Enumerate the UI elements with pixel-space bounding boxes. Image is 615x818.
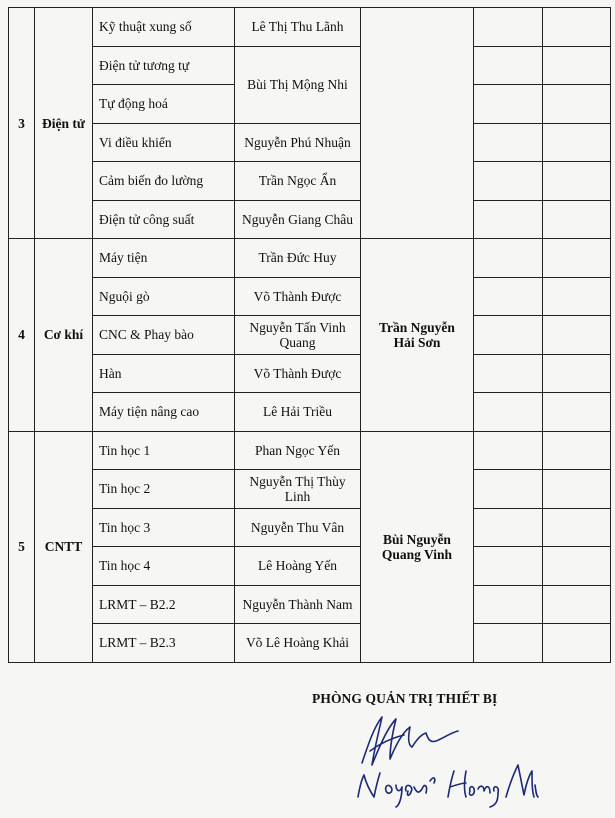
room-cell: CNC & Phay bào	[93, 316, 235, 355]
teacher-cell: Võ Lê Hoàng Khải	[235, 624, 361, 663]
empty-cell	[474, 8, 543, 47]
room-cell: Tin học 4	[93, 547, 235, 586]
teacher-cell: Nguyễn Tấn Vinh Quang	[235, 316, 361, 355]
department-name: Điện tử	[35, 8, 93, 239]
room-cell: Tin học 1	[93, 431, 235, 470]
empty-cell	[474, 547, 543, 586]
table-row	[9, 508, 611, 547]
empty-cell	[474, 470, 543, 509]
empty-cell	[474, 239, 543, 278]
teacher-cell: Lê Hoàng Yến	[235, 547, 361, 586]
room-cell: Kỹ thuật xung số	[93, 8, 235, 47]
empty-cell	[474, 277, 543, 316]
group-number: 4	[9, 239, 35, 432]
room-cell: Cảm biến đo lường	[93, 162, 235, 201]
table-row	[9, 547, 611, 586]
department-name: CNTT	[35, 431, 93, 662]
empty-cell	[543, 431, 611, 470]
table-row	[9, 123, 611, 162]
empty-cell	[543, 624, 611, 663]
empty-cell	[543, 239, 611, 278]
handwritten-signature	[330, 705, 540, 810]
empty-cell	[543, 547, 611, 586]
empty-cell	[543, 8, 611, 47]
empty-cell	[474, 585, 543, 624]
lead-cell: Trần Nguyễn Hải Sơn	[361, 239, 474, 432]
empty-cell	[474, 162, 543, 201]
teacher-cell: Nguyễn Thành Nam	[235, 585, 361, 624]
table-row	[9, 624, 611, 663]
empty-cell	[474, 316, 543, 355]
empty-cell	[543, 277, 611, 316]
teacher-cell: Nguyễn Thị Thùy Linh	[235, 470, 361, 509]
teacher-cell: Phan Ngọc Yến	[235, 431, 361, 470]
teacher-cell: Nguyễn Phú Nhuận	[235, 123, 361, 162]
empty-cell	[543, 316, 611, 355]
teacher-cell: Nguyễn Thu Vân	[235, 508, 361, 547]
room-cell: LRMT – B2.2	[93, 585, 235, 624]
lead-cell: Bùi Nguyễn Quang Vinh	[361, 431, 474, 662]
teacher-cell: Lê Hải Triều	[235, 393, 361, 432]
room-cell: Điện tử công suất	[93, 200, 235, 239]
teacher-cell: Nguyễn Giang Châu	[235, 200, 361, 239]
teacher-cell: Lê Thị Thu Lãnh	[235, 8, 361, 47]
empty-cell	[543, 85, 611, 124]
room-cell: Tin học 2	[93, 470, 235, 509]
empty-cell	[474, 200, 543, 239]
empty-cell	[474, 624, 543, 663]
room-cell: Máy tiện	[93, 239, 235, 278]
table-row	[9, 239, 611, 278]
empty-cell	[543, 200, 611, 239]
table-row	[9, 8, 611, 47]
room-cell: Tin học 3	[93, 508, 235, 547]
empty-cell	[474, 354, 543, 393]
room-cell: Hàn	[93, 354, 235, 393]
room-cell: Tự động hoá	[93, 85, 235, 124]
empty-cell	[474, 85, 543, 124]
room-cell: Vi điều khiển	[93, 123, 235, 162]
room-cell: LRMT – B2.3	[93, 624, 235, 663]
empty-cell	[543, 585, 611, 624]
empty-cell	[543, 162, 611, 201]
table-row	[9, 470, 611, 509]
room-cell: Nguội gò	[93, 277, 235, 316]
empty-cell	[474, 393, 543, 432]
room-cell: Điện tử tương tự	[93, 46, 235, 85]
teacher-cell: Võ Thành Được	[235, 277, 361, 316]
empty-cell	[543, 354, 611, 393]
empty-cell	[543, 46, 611, 85]
empty-cell	[543, 123, 611, 162]
table-row	[9, 46, 611, 85]
department-name: Cơ khí	[35, 239, 93, 432]
office-title: PHÒNG QUẢN TRỊ THIẾT BỊ	[312, 691, 498, 706]
table-row	[9, 162, 611, 201]
table-row	[9, 277, 611, 316]
teacher-cell: Trần Đức Huy	[235, 239, 361, 278]
teacher-cell: Bùi Thị Mộng Nhi	[235, 46, 361, 123]
empty-cell	[474, 431, 543, 470]
assignment-table	[8, 7, 611, 663]
room-cell: Máy tiện nâng cao	[93, 393, 235, 432]
signature-block	[290, 691, 550, 707]
table-row	[9, 316, 611, 355]
teacher-cell: Trần Ngọc Ẩn	[235, 162, 361, 201]
table-row	[9, 354, 611, 393]
table-row	[9, 431, 611, 470]
table-row	[9, 393, 611, 432]
empty-cell	[543, 393, 611, 432]
teacher-cell: Võ Thành Được	[235, 354, 361, 393]
lead-cell	[361, 8, 474, 239]
empty-cell	[474, 123, 543, 162]
empty-cell	[474, 46, 543, 85]
empty-cell	[543, 508, 611, 547]
table-row	[9, 200, 611, 239]
table-row	[9, 585, 611, 624]
group-number: 3	[9, 8, 35, 239]
empty-cell	[543, 470, 611, 509]
empty-cell	[474, 508, 543, 547]
group-number: 5	[9, 431, 35, 662]
